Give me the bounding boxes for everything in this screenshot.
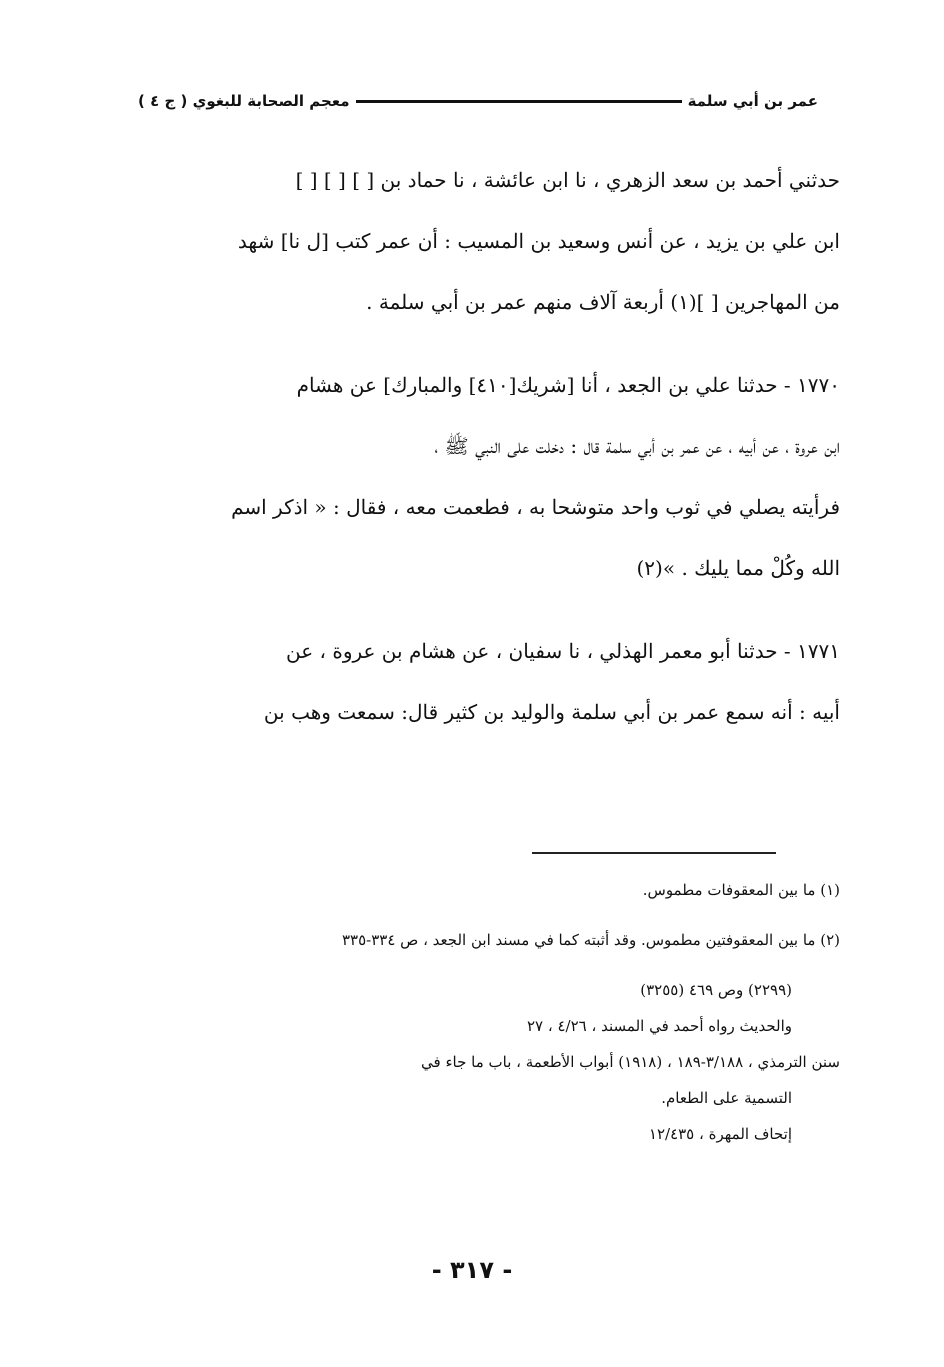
footnote-2: (٢) ما بين المعقوفتين مطموس. وقد أثبته كما في مسند ابن الجعد ، ص ٣٣٤-٣٣٥: [341, 931, 840, 949]
footnote-2-line: سنن الترمذي ، ٣/١٨٨-١٨٩ ، (١٩١٨) أبواب الأطعمة ، باب ما جاء في: [421, 1053, 840, 1071]
text-line: ابن عروة ، عن أبيه ، عن عمر بن أبي سلمة قال : دخلت على النبي ﷺ ،: [434, 434, 840, 458]
paragraph-intro: [118, 150, 840, 333]
header-rule: [356, 100, 682, 103]
footnote-2-line: (٢٢٩٩) وص ٤٦٩ (٣٢٥٥): [640, 981, 792, 999]
footnotes: [118, 872, 840, 1152]
running-title: عمر بن أبي سلمة: [687, 92, 818, 110]
footnote-1: (١) ما بين المعقوفات مطموس.: [642, 881, 840, 899]
footnote-2-line: التسمية على الطعام.: [661, 1089, 792, 1107]
footnote-2-line: والحديث رواه أحمد في المسند ، ٤/٢٦ ، ٢٧: [526, 1017, 792, 1035]
page-number: - ٣١٧ -: [431, 1256, 513, 1284]
text-line: الله وكُلْ مما يليك . »(٢): [636, 556, 840, 580]
text-line: ابن علي بن يزيد ، عن أنس وسعيد بن المسيب : أن عمر كتب [ل نا] شهد: [237, 229, 840, 253]
text-line: فرأيته يصلي في ثوب واحد متوشحا به ، فطعمت معه ، فقال : « اذكر اسم: [231, 495, 840, 519]
running-header: [138, 86, 818, 116]
text-line: ١٧٧١ - حدثنا أبو معمر الهذلي ، نا سفيان ، عن هشام بن عروة ، عن: [286, 639, 840, 663]
paragraph-hadith-1771: [118, 621, 840, 743]
book-title: معجم الصحابة للبغوي ( ج ٤ ): [138, 92, 350, 110]
main-text: [118, 150, 840, 765]
text-line: من المهاجرين [ ](١) أربعة آلاف منهم عمر بن أبي سلمة .: [366, 290, 840, 314]
text-line: ١٧٧٠ - حدثنا علي بن الجعد ، أنا [شريك[٤١٠] والمبارك] عن هشام: [296, 373, 840, 397]
paragraph-hadith-1770: [118, 355, 840, 599]
footnote-separator: [532, 852, 776, 854]
footnote-2-line: إتحاف المهرة ، ١٢/٤٣٥: [648, 1125, 792, 1143]
text-line: حدثني أحمد بن سعد الزهري ، نا ابن عائشة ، نا حماد بن [ ] [ ] [ ]: [295, 168, 840, 192]
text-line: أبيه : أنه سمع عمر بن أبي سلمة والوليد بن كثير قال: سمعت وهب بن: [263, 700, 840, 724]
